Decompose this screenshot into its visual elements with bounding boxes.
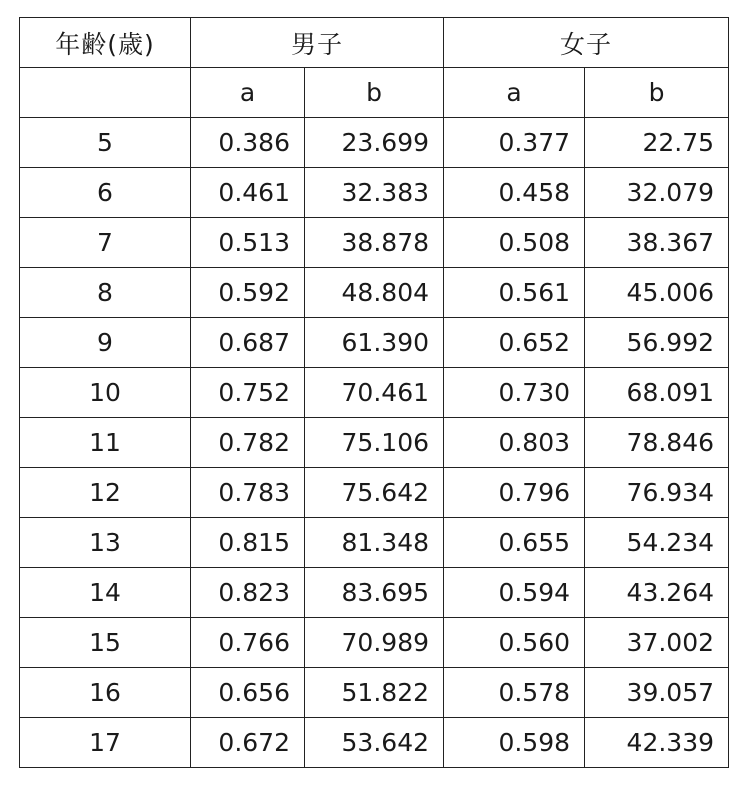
female-b-cell: 38.367 — [585, 218, 729, 268]
male-a-cell: 0.752 — [191, 368, 305, 418]
table-row — [20, 218, 729, 268]
female-a-cell: 0.598 — [444, 718, 585, 768]
male-b-cell: 70.989 — [305, 618, 444, 668]
table-row — [20, 468, 729, 518]
female-a-cell: 0.508 — [444, 218, 585, 268]
male-b-header: b — [305, 68, 444, 118]
male-b-cell: 81.348 — [305, 518, 444, 568]
age-cell: 8 — [20, 268, 191, 318]
age-cell: 6 — [20, 168, 191, 218]
table-row — [20, 168, 729, 218]
male-b-cell: 51.822 — [305, 668, 444, 718]
female-b-header: b — [585, 68, 729, 118]
table-row — [20, 718, 729, 768]
male-b-cell: 23.699 — [305, 118, 444, 168]
female-b-cell: 43.264 — [585, 568, 729, 618]
male-a-cell: 0.592 — [191, 268, 305, 318]
female-b-cell: 37.002 — [585, 618, 729, 668]
age-cell: 17 — [20, 718, 191, 768]
age-cell: 14 — [20, 568, 191, 618]
female-a-cell: 0.377 — [444, 118, 585, 168]
age-cell: 16 — [20, 668, 191, 718]
male-b-cell: 70.461 — [305, 368, 444, 418]
male-a-cell: 0.461 — [191, 168, 305, 218]
age-cell: 13 — [20, 518, 191, 568]
female-a-header: a — [444, 68, 585, 118]
male-a-cell: 0.766 — [191, 618, 305, 668]
header-row-sub — [20, 68, 729, 118]
coefficient-table — [19, 17, 729, 768]
male-b-cell: 83.695 — [305, 568, 444, 618]
female-group-header: 女子 — [444, 18, 729, 68]
table-row — [20, 318, 729, 368]
male-b-cell: 48.804 — [305, 268, 444, 318]
table-row — [20, 618, 729, 668]
age-column-header: 年齢(歳) — [20, 18, 191, 68]
male-a-cell: 0.513 — [191, 218, 305, 268]
table-row — [20, 518, 729, 568]
age-cell: 9 — [20, 318, 191, 368]
age-cell: 10 — [20, 368, 191, 418]
female-a-cell: 0.796 — [444, 468, 585, 518]
female-b-cell: 56.992 — [585, 318, 729, 368]
male-b-cell: 53.642 — [305, 718, 444, 768]
female-b-cell: 39.057 — [585, 668, 729, 718]
table-row — [20, 568, 729, 618]
female-b-cell: 42.339 — [585, 718, 729, 768]
age-cell: 15 — [20, 618, 191, 668]
table-row — [20, 368, 729, 418]
female-b-cell: 68.091 — [585, 368, 729, 418]
age-cell: 7 — [20, 218, 191, 268]
female-a-cell: 0.655 — [444, 518, 585, 568]
age-cell: 5 — [20, 118, 191, 168]
table-row — [20, 668, 729, 718]
male-a-header: a — [191, 68, 305, 118]
male-a-cell: 0.783 — [191, 468, 305, 518]
female-b-cell: 76.934 — [585, 468, 729, 518]
female-a-cell: 0.458 — [444, 168, 585, 218]
female-a-cell: 0.560 — [444, 618, 585, 668]
male-b-cell: 75.106 — [305, 418, 444, 468]
female-a-cell: 0.652 — [444, 318, 585, 368]
male-b-cell: 61.390 — [305, 318, 444, 368]
female-a-cell: 0.594 — [444, 568, 585, 618]
female-a-cell: 0.730 — [444, 368, 585, 418]
age-subheader-empty — [20, 68, 191, 118]
male-b-cell: 32.383 — [305, 168, 444, 218]
table-row — [20, 118, 729, 168]
male-a-cell: 0.687 — [191, 318, 305, 368]
female-b-cell: 22.75 — [585, 118, 729, 168]
header-row-main — [20, 18, 729, 68]
male-a-cell: 0.672 — [191, 718, 305, 768]
male-a-cell: 0.656 — [191, 668, 305, 718]
male-b-cell: 38.878 — [305, 218, 444, 268]
female-a-cell: 0.561 — [444, 268, 585, 318]
female-b-cell: 32.079 — [585, 168, 729, 218]
female-b-cell: 54.234 — [585, 518, 729, 568]
age-cell: 12 — [20, 468, 191, 518]
female-b-cell: 78.846 — [585, 418, 729, 468]
table-row — [20, 418, 729, 468]
male-a-cell: 0.823 — [191, 568, 305, 618]
male-b-cell: 75.642 — [305, 468, 444, 518]
table-body — [20, 118, 729, 768]
female-b-cell: 45.006 — [585, 268, 729, 318]
male-a-cell: 0.386 — [191, 118, 305, 168]
female-a-cell: 0.803 — [444, 418, 585, 468]
male-a-cell: 0.782 — [191, 418, 305, 468]
male-a-cell: 0.815 — [191, 518, 305, 568]
female-a-cell: 0.578 — [444, 668, 585, 718]
age-cell: 11 — [20, 418, 191, 468]
table-row — [20, 268, 729, 318]
table-header — [20, 18, 729, 118]
male-group-header: 男子 — [191, 18, 444, 68]
